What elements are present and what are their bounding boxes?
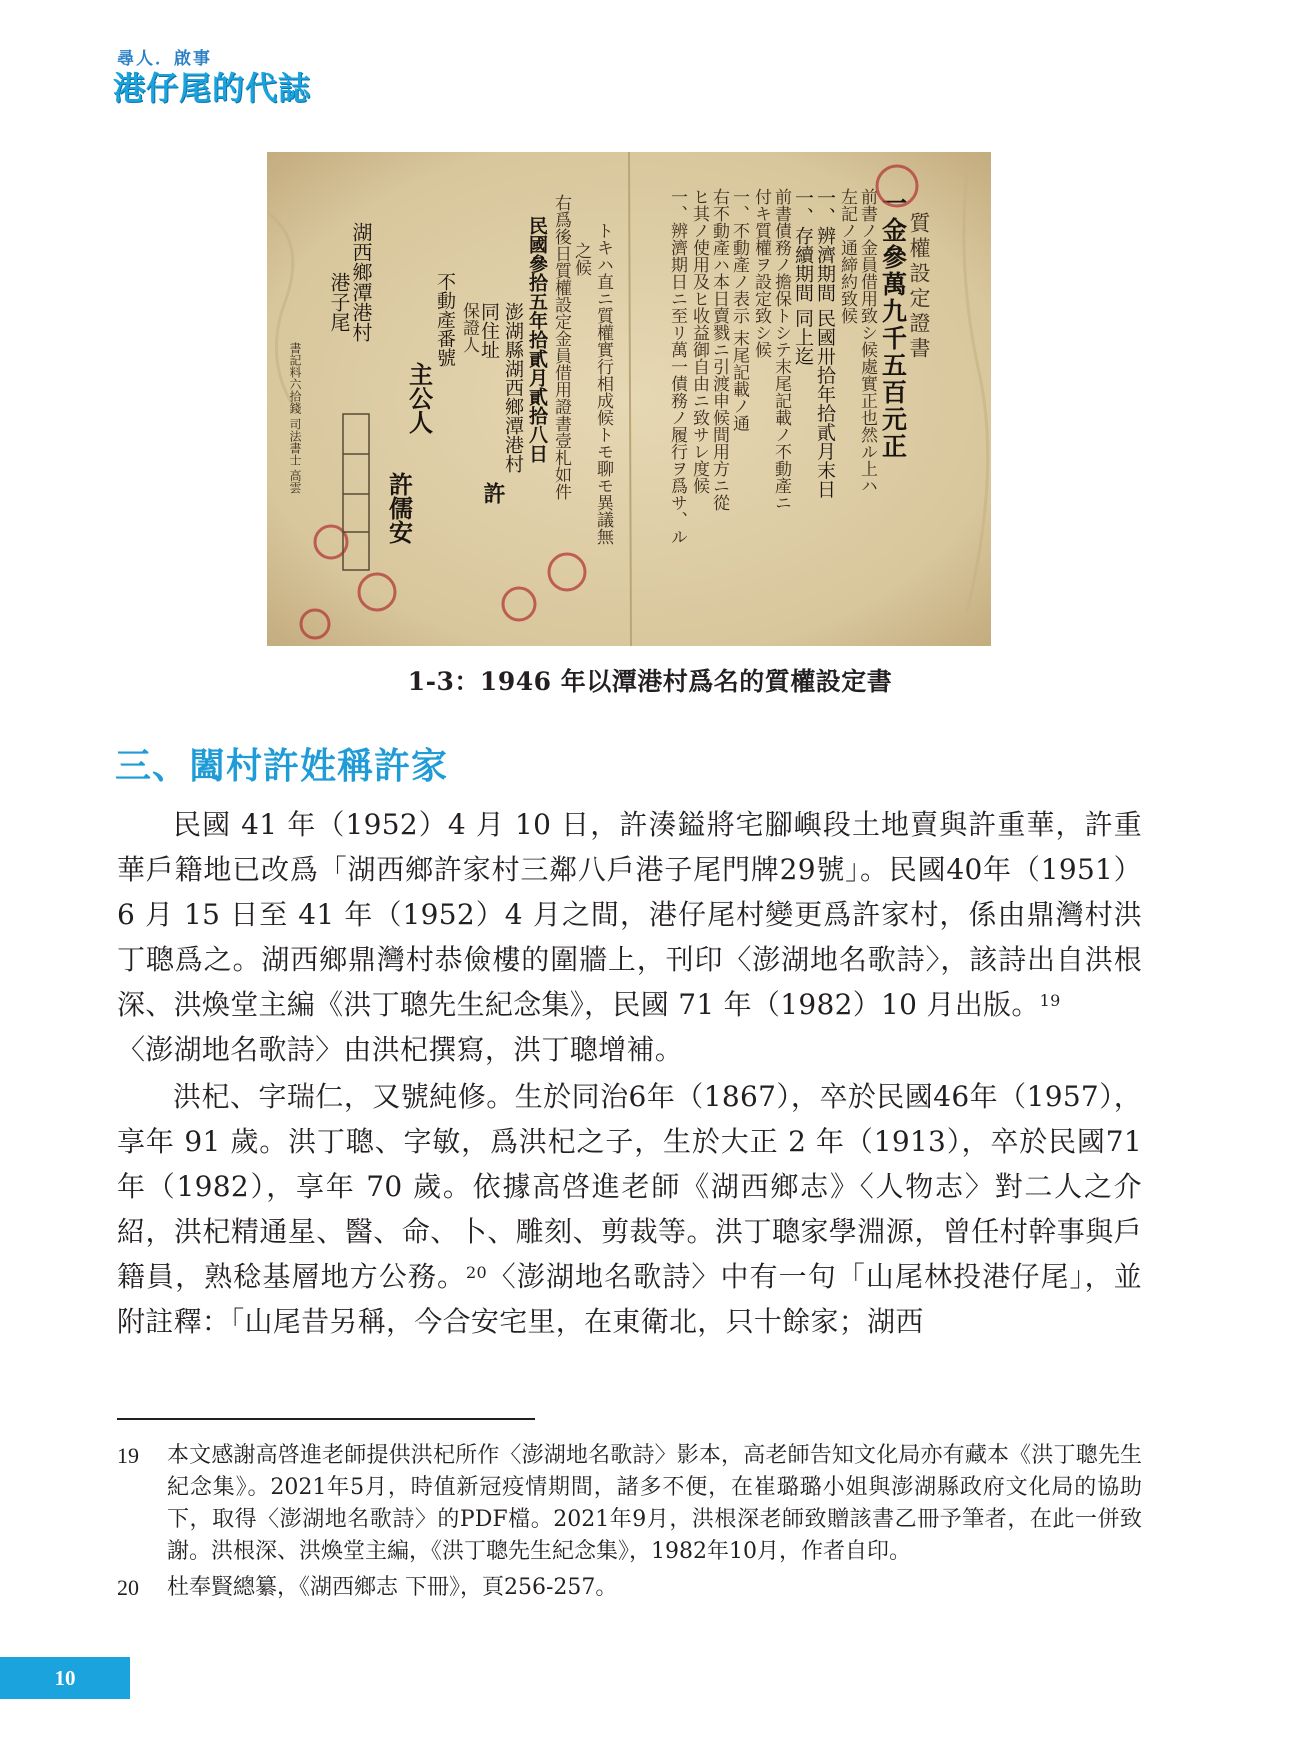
doc-col-24: 書記料六拾錢 司法書士 高雲 <box>288 342 302 494</box>
footnote-number: 20 <box>117 1575 139 1600</box>
doc-col-10: 一、辨濟期日ニ至リ萬一債務ノ履行ヲ爲サ、ル <box>667 188 687 545</box>
doc-col-9: ヒ其ノ使用及ヒ收益御自由ニ致サレ度候 <box>689 188 709 494</box>
brand-subtitle: 尋人．啟事 <box>117 49 212 69</box>
doc-col-18: 不動產番號 <box>434 272 456 367</box>
doc-col-6: 付キ質權ヲ設定致シ候 <box>751 188 771 358</box>
footnote-ref-19[interactable]: 19 <box>1039 991 1061 1010</box>
doc-col-16: 同住址 <box>478 302 500 359</box>
doc-col-17: 保證人 <box>459 302 479 353</box>
doc-title: 質權設定證書 <box>907 212 931 362</box>
doc-col-1: 前書ノ金員借用致シ候處實正也然ル上ハ <box>857 188 877 494</box>
page-number: 10 <box>0 1657 130 1699</box>
book-brand-logo <box>113 48 373 106</box>
historical-document-image <box>267 152 991 646</box>
doc-col-22: 許 <box>480 482 506 504</box>
doc-col-8: 右不動產ハ本日賣戮ニ引渡申候間用方ニ從 <box>709 188 729 511</box>
doc-col-13: 右爲後日質權設定金員借用證書壹札如件 <box>551 194 571 500</box>
figure-caption: 1-3：1946 年以潭港村爲名的質權設定書 <box>407 667 893 696</box>
footnotes <box>117 1440 1142 1604</box>
footnote-19 <box>117 1440 1142 1568</box>
footnote-number: 19 <box>117 1443 139 1468</box>
doc-col-23: 許儒安 <box>384 472 414 544</box>
footnote-divider <box>117 1418 535 1420</box>
paragraph-1 <box>117 802 1142 1072</box>
doc-col-3: 一、辨濟期間 民國卅拾年拾貳月末日 <box>814 188 836 499</box>
paragraph-2 <box>117 1074 1142 1344</box>
footnote-text: 本文感謝高啓進老師提供洪杞所作〈澎湖地名歌詩〉影本，高老師告知文化局亦有藏本《洪丁聰先生紀念集》。2021年5月，時值新冠疫情期間，諸多不便，在崔璐璐小姐與澎湖縣政府文化局的協助下，取得〈澎湖地名歌詩〉的PDF檔。2021年9月，洪根深老師致贈該書乙冊予筆者，在此一併致謝。洪根深、洪煥堂主編，《洪丁聰先生紀念集》，1982年10月，作者自印。 <box>167 1443 1142 1564</box>
doc-col-2: 左記ノ通締約致候 <box>837 188 857 324</box>
paragraph-2-text: 洪杞、字瑞仁，又號純修。生於同治6年（1867），卒於民國46年（1957），享年 91 歲。洪丁聰、字敏，爲洪杞之子，生於大正 2 年（1913），卒於民國71 年（1982），享年 70 歲。依據高啓進老師《湖西鄉志》〈人物志〉對二人之介紹，洪杞精通星、醫、命、卜、雕刻、剪裁等。洪丁聰家學淵源，曾任村幹事與戶籍員，熟稔基層地方公務。 <box>117 1080 1142 1293</box>
brand-title: 港仔尾的代誌 <box>113 69 312 107</box>
paragraph-1-tail: 〈澎湖地名歌詩〉由洪杞撰寫，洪丁聰增補。 <box>117 1033 684 1066</box>
doc-col-4: 一、存續期間 同上迄 <box>792 188 814 366</box>
footnote-20 <box>117 1572 1142 1604</box>
doc-col-21: 港子尾 <box>327 272 351 332</box>
doc-amount: 一金參萬九千五百元正 <box>878 190 908 460</box>
footnote-text: 杜奉賢總纂，《湖西鄉志 下冊》，頁256-257。 <box>167 1575 618 1600</box>
doc-col-7: 一、不動產ノ表示 末尾記載ノ通 <box>729 188 749 432</box>
doc-col-12: 之候 <box>571 242 591 276</box>
doc-col-11: トキハ直ニ質權實行相成候トモ聊モ異議無 <box>593 222 613 545</box>
doc-col-19: 主公人 <box>404 362 434 434</box>
doc-col-14: 民國參拾五年拾貳月貳拾八日 <box>526 216 548 463</box>
doc-col-5: 前書債務ノ擔保トシテ末尾記載ノ不動產ニ <box>771 188 791 511</box>
paragraph-1-text: 民國 41 年（1952）4 月 10 日，許湊鎰將宅腳嶼段土地賣與許重華，許重華戶籍地已改爲「湖西鄉許家村三鄰八戶港子尾門牌29號」。民國40年（1951）6 月 15 日至 41 年（1952）4 月之間，港仔尾村變更爲許家村，係由鼎灣村洪丁聰爲之。湖西鄉鼎灣村恭儉樓的圍牆上，刊印〈澎湖地名歌詩〉，該詩出自洪根深、洪煥堂主編《洪丁聰先生紀念集》，民國 71 年（1982）10 月出版。 <box>117 808 1142 1021</box>
doc-col-15: 澎湖縣湖西鄉潭港村 <box>502 302 524 473</box>
section-heading: 三、闔村許姓稱許家 <box>115 745 449 787</box>
footnote-ref-20[interactable]: 20 <box>466 1263 488 1282</box>
paragraph-2-tail: 〈澎湖地名歌詩〉中有一句「山尾林投港仔尾」，並附註釋：「山尾昔另稱，今合安宅里，在東衛北，只十餘家；湖西 <box>117 1260 1142 1338</box>
doc-col-20: 湖西鄉潭港村 <box>349 222 373 342</box>
